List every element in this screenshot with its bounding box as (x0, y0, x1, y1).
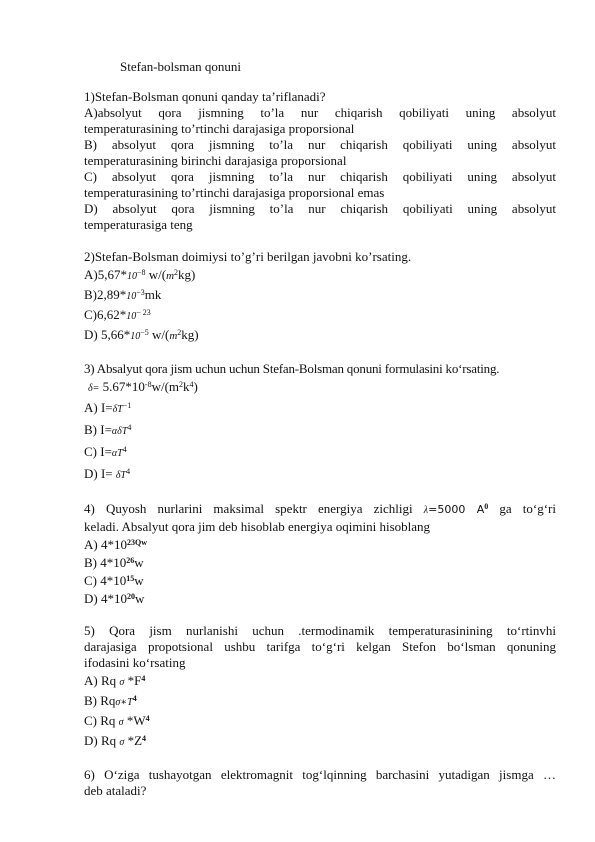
q4-a-prefix: A) 4*10 (84, 537, 127, 552)
q3-c-prefix: C) I= (84, 444, 112, 459)
q4-line1-suffix: ga to‘g‘ri (488, 501, 556, 516)
q5-option-a (84, 671, 556, 691)
q4-line1-prefix: 4) Quyosh nurlarini maksimal spektr energiya zichligi (84, 501, 424, 516)
q1-option-c-line1: C) absolyut qora jismning to’la nur chiqarish qobiliyati uning absolyut (84, 169, 556, 184)
q5-c-prefix: C) Rq (84, 713, 119, 728)
q3-a-exp: −1 (122, 401, 132, 410)
q2-c-prefix: C)6,62* (84, 307, 127, 322)
q5-a-exp: 4 (141, 674, 146, 683)
q5-option-b (84, 691, 556, 711)
q5-option-d (84, 731, 556, 751)
q2-b-unit: mk (144, 287, 162, 302)
q3-d-formula: δT (115, 470, 127, 481)
question-4-line2: keladi. Absalyut qora jim deb hisoblab energiya oqimini hisoblang (84, 519, 431, 534)
q2-option-c (84, 305, 556, 325)
q2-b-exp: −3 (136, 288, 145, 297)
q3-c-formula: αT (111, 448, 123, 459)
q3-d-exp: 4 (126, 467, 131, 476)
q3-b-exp: 4 (127, 423, 132, 432)
q4-c-exp: 15 (126, 574, 135, 583)
question-5-line3: ifodasini ko‘rsating (84, 655, 186, 670)
question-5-line2: darajasiga propotsional ushbu tarifga to‘g‘ri kelgan Stefon bo‘lsman qonuning (84, 639, 556, 654)
q2-d-unit1: w/( (148, 327, 170, 342)
q3-option-a (84, 395, 556, 417)
q2-a-m: m (166, 270, 175, 282)
question-2 (84, 249, 556, 345)
question-6-line2: deb ataladi? (84, 783, 147, 798)
q5-b-symbol: σ∗T (115, 697, 133, 708)
q2-option-b (84, 285, 556, 305)
q4-lambda-symbol: λ (423, 505, 429, 516)
question-2-text: 2)Stefan-Bolsman doimiysi to’g’ri berilgan javobni ko’rsating. (84, 249, 412, 264)
q3-given-unit2: k (183, 379, 190, 394)
q3-option-d (84, 461, 556, 483)
q4-angstrom-exp: 0 (484, 502, 489, 511)
q5-c-symbol: σ (118, 717, 124, 728)
q2-a-base: 10 (126, 271, 137, 282)
q3-given-exp: -8 (144, 380, 152, 389)
q2-a-exp: −8 (136, 268, 146, 277)
q4-d-prefix: D) 4*10 (84, 591, 127, 606)
q5-a-prefix: A) Rq (84, 673, 120, 688)
q3-given-unit1: w/(m (151, 379, 180, 394)
q1-option-b-line1: B) absolyut qora jismning to’la nur chiqarish qobiliyati uning absolyut (84, 137, 556, 152)
q3-given (84, 377, 556, 397)
q1-option-a-line1: A)absolyut qora jismning to’la nur chiqarish qobiliyati uning absolyut (84, 105, 556, 120)
q1-option-c-line2: temperaturasining to’rtinchi darajasiga proporsional emas (84, 185, 385, 200)
q3-a-prefix: A) I= (84, 400, 113, 415)
q1-option-d-line1: D) absolyut qora jismning to’la nur chiqarish qobiliyati uning absolyut (84, 201, 556, 216)
q4-b-unit: w (134, 555, 144, 570)
question-6 (84, 767, 556, 799)
q3-given-symbol: δ= (88, 383, 100, 394)
q3-given-unit-exp1: 2 (179, 380, 184, 389)
q4-option-c (84, 571, 556, 589)
q2-c-base: 10 (126, 311, 137, 322)
q5-c-exp: 4 (145, 714, 150, 723)
q2-option-d (84, 325, 556, 345)
document-content (84, 59, 556, 799)
q3-given-unit3: ) (193, 379, 198, 394)
q3-a-formula: δT (112, 404, 123, 415)
q5-d-suffix: *Z (124, 733, 143, 748)
q2-b-prefix: B)2,89* (84, 287, 127, 302)
q5-b-exp: 4 (132, 694, 137, 703)
q5-a-symbol: σ (119, 677, 125, 688)
q3-given-unit-exp2: 4 (189, 380, 194, 389)
q2-b-base: 10 (126, 291, 137, 302)
q2-d-base: 10 (130, 331, 141, 342)
q2-a-unit2: kg) (178, 267, 196, 282)
question-1 (84, 89, 556, 233)
q3-option-c (84, 439, 556, 461)
question-5-line1: 5) Qora jism nurlanishi uchun .termodinamik temperaturasinining to‘rtinvhi (84, 623, 556, 638)
q2-a-prefix: A)5,67* (84, 267, 127, 282)
question-4-line1 (84, 499, 556, 519)
q1-option-a-line2: temperaturasining to’rtinchi darajasiga proporsional (84, 121, 355, 136)
q1-option-b-line2: temperaturasining birinchi darajasiga proporsional (84, 153, 347, 168)
q1-option-d-line2: temperaturasiga teng (84, 217, 193, 232)
q4-d-exp: 20 (126, 592, 135, 601)
q3-c-exp: 4 (122, 445, 127, 454)
q2-option-a (84, 265, 556, 285)
question-3 (84, 361, 556, 483)
q5-d-symbol: σ (119, 737, 125, 748)
q3-b-formula: αδT (111, 426, 128, 437)
q3-b-prefix: B) I= (84, 422, 112, 437)
q4-d-unit: w (134, 591, 145, 606)
q4-c-prefix: C) 4*10 (84, 573, 127, 588)
question-1-text: 1)Stefan-Bolsman qonuni qanday ta’riflanadi? (84, 89, 326, 104)
q4-c-unit: w (134, 573, 144, 588)
q2-d-prefix: D) 5,66* (84, 327, 131, 342)
q5-b-prefix: B) Rq (84, 693, 116, 708)
q2-d-exp: −5 (140, 328, 149, 337)
question-3-text: 3) Absalyut qora jism uchun uchun Stefan-Bolsman qonuni formulasini ko‘rsating. (84, 361, 500, 376)
q5-a-suffix: *F (124, 673, 142, 688)
q2-d-m-exp: 2 (177, 328, 182, 337)
q4-option-d (84, 589, 556, 607)
document-title: Stefan-bolsman qonuni (120, 59, 241, 74)
q2-a-m-exp: 2 (174, 268, 179, 277)
q2-d-m: m (169, 330, 178, 342)
q3-d-prefix: D) I= (84, 466, 116, 481)
q5-option-c (84, 711, 556, 731)
q4-a-exp: 23Qw (126, 538, 147, 547)
q2-c-exp: − 23 (136, 308, 151, 317)
q3-option-b (84, 417, 556, 439)
q5-d-prefix: D) Rq (84, 733, 120, 748)
question-6-line1: 6) O‘ziga tushayotgan elektromagnit tog‘lqinning barchasini yutadigan jismga … (84, 767, 556, 782)
q5-d-exp: 4 (142, 734, 147, 743)
q4-option-b (84, 553, 556, 571)
question-5 (84, 623, 556, 751)
q4-lambda-value: =5000 A (428, 503, 485, 516)
q2-a-unit1: w/( (145, 267, 167, 282)
q2-d-unit2: kg) (181, 327, 199, 342)
q4-b-prefix: B) 4*10 (84, 555, 127, 570)
q5-c-suffix: *W (123, 713, 146, 728)
question-4 (84, 499, 556, 607)
q4-b-exp: 26 (126, 556, 135, 565)
q3-given-value: 5.67*10 (99, 379, 145, 394)
q4-option-a (84, 535, 556, 553)
